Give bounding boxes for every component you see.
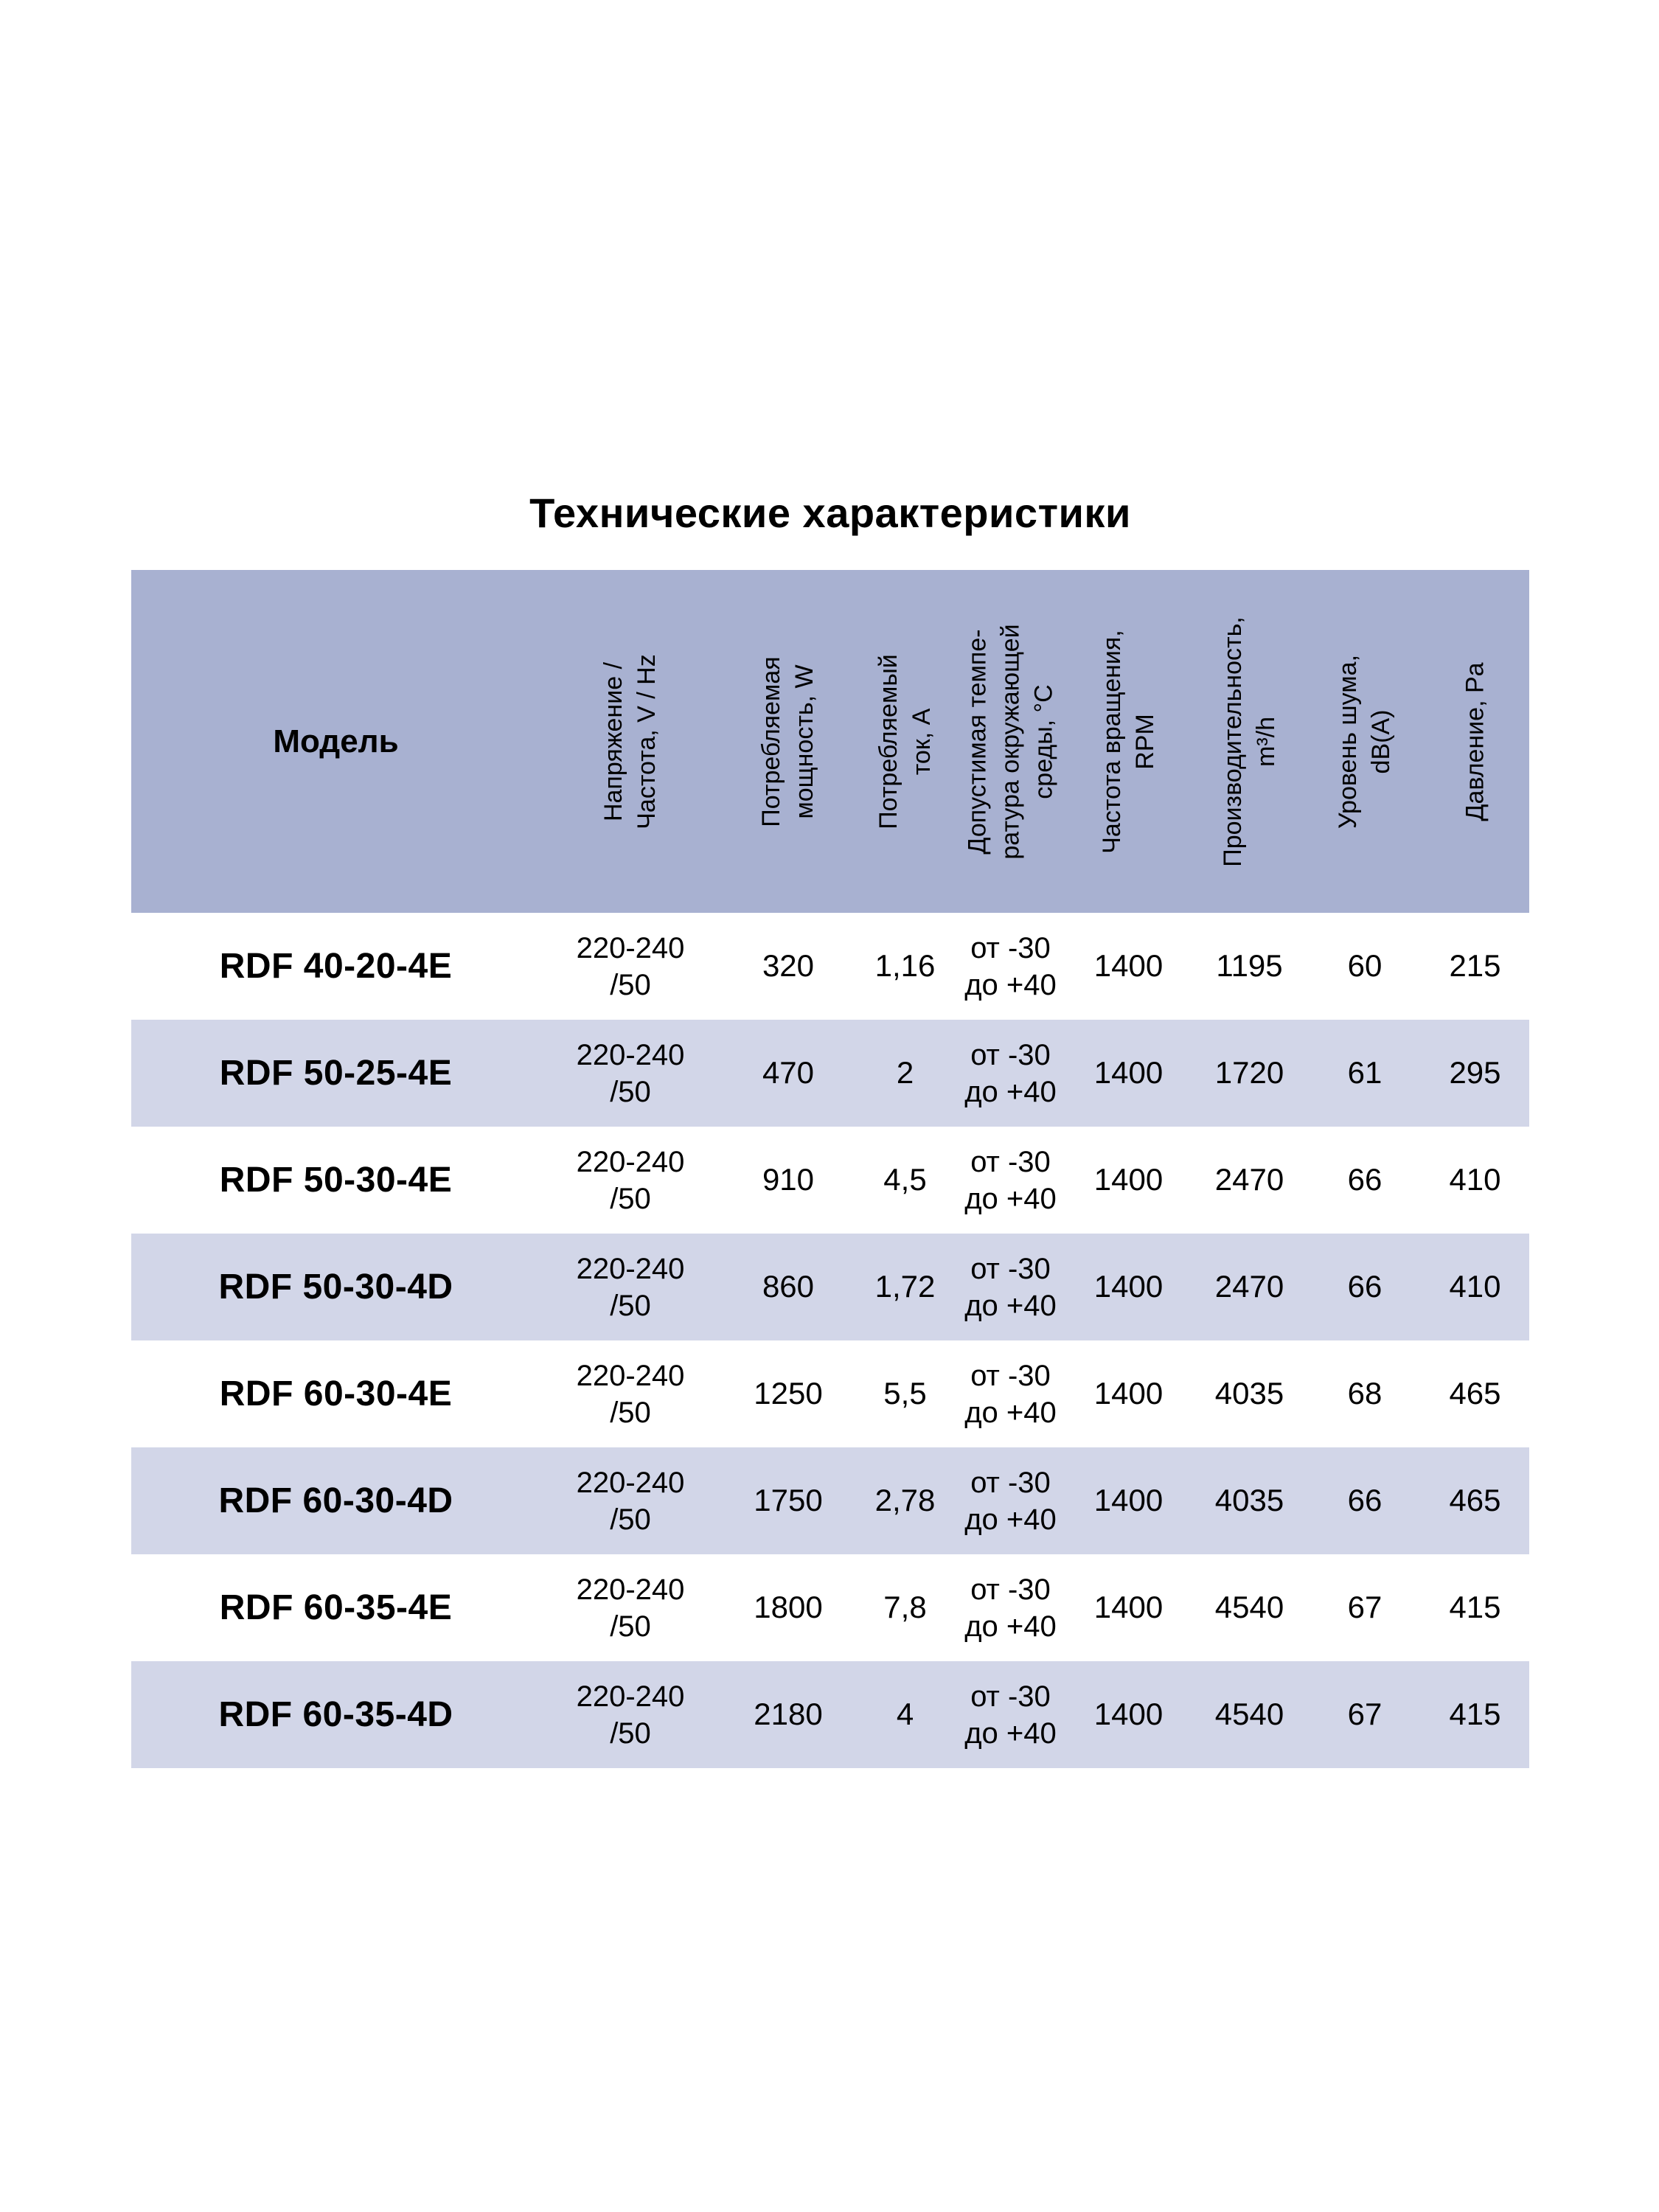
cell-airflow: 1195	[1216, 948, 1283, 984]
table-body	[131, 913, 1529, 1768]
cell-temperature	[954, 913, 1067, 1020]
rotated-header-label	[755, 656, 821, 827]
cell-pressure: 465	[1449, 1376, 1501, 1411]
cell-voltage	[540, 913, 720, 1020]
cell-airflow: 4035	[1214, 1483, 1284, 1518]
temperature-line: от -30	[970, 1359, 1051, 1392]
cell-noise: 66	[1347, 1269, 1382, 1304]
cell-pressure: 295	[1449, 1055, 1501, 1091]
header-line: Напряжение /	[599, 661, 628, 821]
cell-rpm: 1400	[1093, 1269, 1164, 1304]
cell-power: 910	[762, 1162, 815, 1197]
rotated-header-label	[1096, 630, 1162, 853]
header-line: мощность, W	[790, 664, 818, 819]
cell-power: 1750	[754, 1483, 823, 1518]
header-line: Частота вращения,	[1097, 629, 1126, 854]
column-header-5	[1190, 570, 1309, 913]
cell-temperature	[954, 1554, 1067, 1661]
cell-pressure: 215	[1449, 948, 1501, 984]
column-header-4	[1067, 570, 1190, 913]
cell-rpm: 1400	[1093, 1483, 1164, 1518]
cell-temperature	[954, 1447, 1067, 1554]
cell-noise: 66	[1347, 1483, 1382, 1518]
table-row	[131, 1447, 1529, 1554]
voltage-line: 220-240	[576, 1359, 685, 1392]
cell-voltage	[540, 1554, 720, 1661]
cell-current: 2	[896, 1055, 914, 1091]
cell-power: 1800	[754, 1590, 823, 1625]
temperature-line: до +40	[964, 1075, 1057, 1108]
table-row	[131, 1661, 1529, 1768]
cell-power: 2180	[754, 1697, 823, 1732]
cell-current: 1,72	[874, 1269, 936, 1304]
cell-noise: 60	[1347, 948, 1382, 984]
column-header-3	[954, 570, 1067, 913]
spec-table	[131, 570, 1529, 1768]
cell-temperature	[954, 1127, 1067, 1234]
header-line: dB(A)	[1367, 709, 1395, 773]
temperature-line: до +40	[964, 1717, 1057, 1750]
cell-voltage	[540, 1234, 720, 1340]
temperature-line: до +40	[964, 1182, 1057, 1215]
table-row	[131, 1340, 1529, 1447]
cell-model: RDF 60-35-4D	[218, 1694, 453, 1734]
cell-pressure: 410	[1449, 1162, 1501, 1197]
table-header	[131, 570, 1529, 913]
cell-voltage	[540, 1447, 720, 1554]
cell-rpm: 1400	[1093, 948, 1164, 984]
cell-current: 1,16	[874, 948, 936, 984]
cell-noise: 67	[1347, 1590, 1382, 1625]
table-row	[131, 1554, 1529, 1661]
header-line: ратура окружающей	[996, 623, 1025, 860]
cell-current: 7,8	[883, 1590, 927, 1625]
voltage-line: /50	[610, 1610, 651, 1643]
cell-model: RDF 60-30-4E	[219, 1374, 453, 1413]
table-row	[131, 1234, 1529, 1340]
header-line: Уровень шума,	[1334, 654, 1363, 829]
table-row	[131, 1127, 1529, 1234]
cell-voltage	[540, 1340, 720, 1447]
header-line: Частота, V / Hz	[633, 653, 661, 830]
cell-temperature	[954, 1234, 1067, 1340]
cell-current: 4,5	[883, 1162, 927, 1197]
table-row	[131, 1020, 1529, 1127]
cell-pressure: 410	[1449, 1269, 1501, 1304]
voltage-line: 220-240	[576, 1038, 685, 1071]
temperature-line: от -30	[970, 1145, 1051, 1178]
rotated-header-label	[872, 654, 939, 830]
header-line: Потребляемый	[874, 653, 902, 830]
cell-power: 470	[762, 1055, 815, 1091]
cell-pressure: 415	[1449, 1590, 1501, 1625]
cell-current: 2,78	[874, 1483, 936, 1518]
table-row	[131, 913, 1529, 1020]
header-row	[131, 570, 1529, 913]
cell-rpm: 1400	[1093, 1697, 1164, 1732]
cell-model: RDF 60-35-4E	[219, 1587, 453, 1627]
voltage-line: 220-240	[576, 1573, 685, 1606]
cell-model: RDF 50-25-4E	[219, 1053, 453, 1093]
voltage-line: 220-240	[576, 931, 685, 964]
column-header-6	[1309, 570, 1421, 913]
temperature-line: от -30	[970, 931, 1051, 964]
temperature-line: от -30	[970, 1573, 1051, 1606]
cell-temperature	[954, 1020, 1067, 1127]
rotated-header-label	[597, 654, 664, 830]
cell-model: RDF 50-30-4E	[219, 1160, 453, 1200]
cell-temperature	[954, 1340, 1067, 1447]
cell-model: RDF 60-30-4D	[218, 1481, 453, 1520]
header-line: среды, °C	[1029, 684, 1057, 799]
cell-noise: 68	[1347, 1376, 1382, 1411]
cell-voltage	[540, 1020, 720, 1127]
cell-pressure: 465	[1449, 1483, 1501, 1518]
cell-airflow: 2470	[1214, 1269, 1284, 1304]
cell-noise: 66	[1347, 1162, 1382, 1197]
cell-pressure: 415	[1449, 1697, 1501, 1732]
cell-airflow: 4540	[1214, 1590, 1284, 1625]
header-line: Давление, Pa	[1461, 661, 1489, 821]
rotated-header-label	[961, 624, 1060, 859]
cell-power: 1250	[754, 1376, 823, 1411]
cell-airflow: 4540	[1214, 1697, 1284, 1732]
voltage-line: 220-240	[576, 1680, 685, 1713]
rotated-header-label	[1458, 662, 1492, 821]
cell-noise: 67	[1347, 1697, 1382, 1732]
cell-voltage	[540, 1661, 720, 1768]
voltage-line: /50	[610, 1075, 651, 1108]
cell-voltage	[540, 1127, 720, 1234]
header-line: Производительность,	[1218, 616, 1247, 867]
column-header-model: Модель	[131, 570, 540, 913]
header-line: RPM	[1130, 713, 1159, 770]
column-header-2	[856, 570, 954, 913]
voltage-line: /50	[610, 1717, 651, 1750]
cell-model: RDF 40-20-4E	[219, 946, 453, 986]
voltage-line: /50	[610, 1503, 651, 1536]
temperature-line: до +40	[964, 968, 1057, 1001]
rotated-header-label	[1332, 654, 1398, 828]
column-header-1	[720, 570, 856, 913]
cell-airflow: 2470	[1214, 1162, 1284, 1197]
cell-rpm: 1400	[1093, 1376, 1164, 1411]
voltage-line: /50	[610, 1289, 651, 1322]
header-line: Потребляемая	[757, 655, 786, 827]
cell-noise: 61	[1347, 1055, 1382, 1091]
header-line: ток, A	[907, 708, 936, 775]
temperature-line: до +40	[964, 1396, 1057, 1429]
cell-temperature	[954, 1661, 1067, 1768]
cell-rpm: 1400	[1093, 1162, 1164, 1197]
temperature-line: до +40	[964, 1289, 1057, 1322]
voltage-line: /50	[610, 1182, 651, 1215]
cell-rpm: 1400	[1093, 1590, 1164, 1625]
voltage-line: /50	[610, 1396, 651, 1429]
temperature-line: от -30	[970, 1038, 1051, 1071]
cell-current: 4	[896, 1697, 914, 1732]
cell-current: 5,5	[883, 1376, 927, 1411]
header-line: m³/h	[1251, 716, 1280, 767]
temperature-line: до +40	[964, 1610, 1057, 1643]
column-header-7	[1421, 570, 1529, 913]
voltage-line: /50	[610, 968, 651, 1001]
cell-power: 320	[762, 948, 815, 984]
voltage-line: 220-240	[576, 1145, 685, 1178]
temperature-line: до +40	[964, 1503, 1057, 1536]
page-title: Технические характеристики	[529, 490, 1131, 536]
voltage-line: 220-240	[576, 1466, 685, 1499]
temperature-line: от -30	[970, 1466, 1051, 1499]
voltage-line: 220-240	[576, 1252, 685, 1285]
column-header-0	[540, 570, 720, 913]
cell-airflow: 1720	[1214, 1055, 1284, 1091]
cell-model: RDF 50-30-4D	[218, 1267, 453, 1307]
cell-rpm: 1400	[1093, 1055, 1164, 1091]
cell-power: 860	[762, 1269, 815, 1304]
rotated-header-label	[1217, 616, 1283, 866]
cell-airflow: 4035	[1214, 1376, 1284, 1411]
temperature-line: от -30	[970, 1680, 1051, 1713]
temperature-line: от -30	[970, 1252, 1051, 1285]
header-line: Допустимая темпе-	[963, 628, 992, 855]
